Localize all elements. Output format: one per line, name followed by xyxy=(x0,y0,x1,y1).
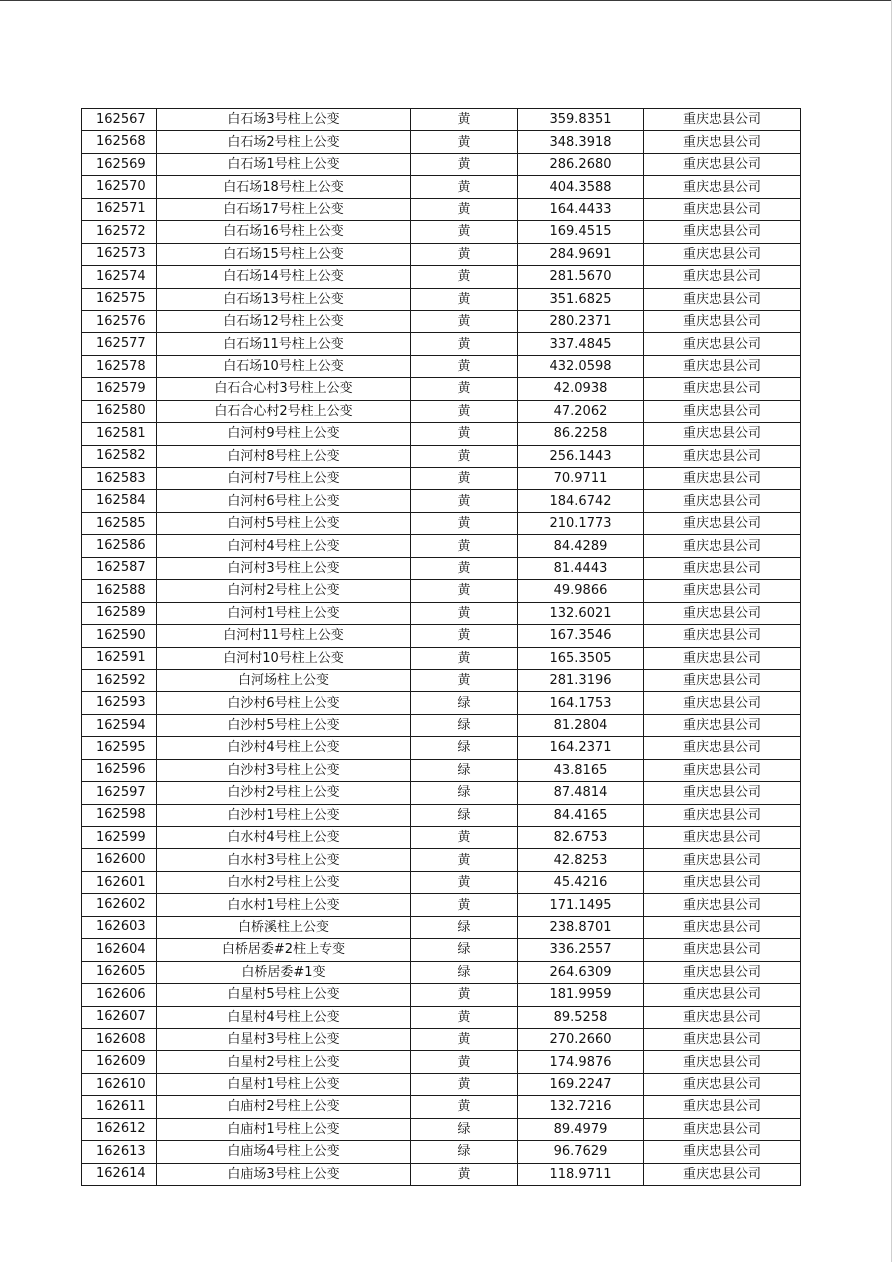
transformer-name-cell: 白沙村6号柱上公变 xyxy=(157,692,411,714)
status-color-cell: 黄 xyxy=(411,602,518,624)
status-color-cell: 黄 xyxy=(411,266,518,288)
status-color-cell: 黄 xyxy=(411,176,518,198)
row-id-cell: 162596 xyxy=(82,759,157,781)
status-color-cell: 黄 xyxy=(411,557,518,579)
company-cell: 重庆忠县公司 xyxy=(644,557,801,579)
row-id-cell: 162581 xyxy=(82,423,157,445)
status-color-cell: 黄 xyxy=(411,1006,518,1028)
company-cell: 重庆忠县公司 xyxy=(644,692,801,714)
table-body xyxy=(82,109,801,1186)
value-cell: 284.9691 xyxy=(518,243,644,265)
value-cell: 89.5258 xyxy=(518,1006,644,1028)
value-cell: 132.7216 xyxy=(518,1096,644,1118)
company-cell: 重庆忠县公司 xyxy=(644,1006,801,1028)
transformer-name-cell: 白桥居委#2柱上专变 xyxy=(157,939,411,961)
value-cell: 348.3918 xyxy=(518,131,644,153)
row-id-cell: 162589 xyxy=(82,602,157,624)
value-cell: 210.1773 xyxy=(518,512,644,534)
transformer-name-cell: 白沙村1号柱上公变 xyxy=(157,804,411,826)
table-row xyxy=(82,647,801,669)
table-row xyxy=(82,692,801,714)
company-cell: 重庆忠县公司 xyxy=(644,288,801,310)
transformer-name-cell: 白石场11号柱上公变 xyxy=(157,333,411,355)
table-row xyxy=(82,153,801,175)
transformer-name-cell: 白河村4号柱上公变 xyxy=(157,535,411,557)
table-row xyxy=(82,961,801,983)
table-row xyxy=(82,557,801,579)
company-cell: 重庆忠县公司 xyxy=(644,759,801,781)
table-row xyxy=(82,916,801,938)
value-cell: 174.9876 xyxy=(518,1051,644,1073)
row-id-cell: 162608 xyxy=(82,1028,157,1050)
value-cell: 286.2680 xyxy=(518,153,644,175)
table-row xyxy=(82,131,801,153)
table-row xyxy=(82,1073,801,1095)
company-cell: 重庆忠县公司 xyxy=(644,198,801,220)
status-color-cell: 黄 xyxy=(411,378,518,400)
value-cell: 184.6742 xyxy=(518,490,644,512)
company-cell: 重庆忠县公司 xyxy=(644,445,801,467)
transformer-name-cell: 白星村2号柱上公变 xyxy=(157,1051,411,1073)
table-row xyxy=(82,737,801,759)
value-cell: 86.2258 xyxy=(518,423,644,445)
row-id-cell: 162613 xyxy=(82,1141,157,1163)
transformer-name-cell: 白石场10号柱上公变 xyxy=(157,355,411,377)
table-row xyxy=(82,849,801,871)
company-cell: 重庆忠县公司 xyxy=(644,871,801,893)
transformer-name-cell: 白桥居委#1变 xyxy=(157,961,411,983)
value-cell: 165.3505 xyxy=(518,647,644,669)
status-color-cell: 黄 xyxy=(411,647,518,669)
transformer-name-cell: 白星村5号柱上公变 xyxy=(157,984,411,1006)
transformer-name-cell: 白石场1号柱上公变 xyxy=(157,153,411,175)
value-cell: 404.3588 xyxy=(518,176,644,198)
table-row xyxy=(82,602,801,624)
transformer-name-cell: 白星村1号柱上公变 xyxy=(157,1073,411,1095)
value-cell: 359.8351 xyxy=(518,109,644,131)
table-row xyxy=(82,221,801,243)
transformer-name-cell: 白河场柱上公变 xyxy=(157,669,411,691)
row-id-cell: 162572 xyxy=(82,221,157,243)
value-cell: 281.3196 xyxy=(518,669,644,691)
status-color-cell: 黄 xyxy=(411,580,518,602)
company-cell: 重庆忠县公司 xyxy=(644,1096,801,1118)
status-color-cell: 黄 xyxy=(411,625,518,647)
company-cell: 重庆忠县公司 xyxy=(644,625,801,647)
row-id-cell: 162600 xyxy=(82,849,157,871)
table-row xyxy=(82,1163,801,1185)
table-row xyxy=(82,288,801,310)
row-id-cell: 162571 xyxy=(82,198,157,220)
company-cell: 重庆忠县公司 xyxy=(644,1073,801,1095)
transformer-name-cell: 白石场18号柱上公变 xyxy=(157,176,411,198)
company-cell: 重庆忠县公司 xyxy=(644,243,801,265)
transformer-name-cell: 白石场12号柱上公变 xyxy=(157,310,411,332)
transformer-name-cell: 白沙村5号柱上公变 xyxy=(157,714,411,736)
status-color-cell: 黄 xyxy=(411,984,518,1006)
status-color-cell: 黄 xyxy=(411,1073,518,1095)
table-row xyxy=(82,714,801,736)
row-id-cell: 162609 xyxy=(82,1051,157,1073)
table-row xyxy=(82,355,801,377)
row-id-cell: 162606 xyxy=(82,984,157,1006)
table-row xyxy=(82,1051,801,1073)
status-color-cell: 绿 xyxy=(411,759,518,781)
company-cell: 重庆忠县公司 xyxy=(644,176,801,198)
status-color-cell: 黄 xyxy=(411,490,518,512)
company-cell: 重庆忠县公司 xyxy=(644,1118,801,1140)
company-cell: 重庆忠县公司 xyxy=(644,310,801,332)
table-row xyxy=(82,1028,801,1050)
table-row xyxy=(82,759,801,781)
company-cell: 重庆忠县公司 xyxy=(644,153,801,175)
status-color-cell: 黄 xyxy=(411,288,518,310)
value-cell: 280.2371 xyxy=(518,310,644,332)
company-cell: 重庆忠县公司 xyxy=(644,782,801,804)
value-cell: 256.1443 xyxy=(518,445,644,467)
table-row xyxy=(82,378,801,400)
company-cell: 重庆忠县公司 xyxy=(644,266,801,288)
value-cell: 49.9866 xyxy=(518,580,644,602)
transformer-name-cell: 白石场2号柱上公变 xyxy=(157,131,411,153)
status-color-cell: 黄 xyxy=(411,423,518,445)
row-id-cell: 162576 xyxy=(82,310,157,332)
row-id-cell: 162580 xyxy=(82,400,157,422)
status-color-cell: 黄 xyxy=(411,468,518,490)
value-cell: 432.0598 xyxy=(518,355,644,377)
status-color-cell: 黄 xyxy=(411,535,518,557)
row-id-cell: 162594 xyxy=(82,714,157,736)
company-cell: 重庆忠县公司 xyxy=(644,423,801,445)
value-cell: 42.0938 xyxy=(518,378,644,400)
table-row xyxy=(82,512,801,534)
table-row xyxy=(82,1006,801,1028)
company-cell: 重庆忠县公司 xyxy=(644,400,801,422)
row-id-cell: 162587 xyxy=(82,557,157,579)
transformer-name-cell: 白石场13号柱上公变 xyxy=(157,288,411,310)
table-row xyxy=(82,669,801,691)
value-cell: 96.7629 xyxy=(518,1141,644,1163)
status-color-cell: 黄 xyxy=(411,894,518,916)
value-cell: 132.6021 xyxy=(518,602,644,624)
value-cell: 171.1495 xyxy=(518,894,644,916)
status-color-cell: 黄 xyxy=(411,669,518,691)
row-id-cell: 162588 xyxy=(82,580,157,602)
status-color-cell: 黄 xyxy=(411,512,518,534)
value-cell: 70.9711 xyxy=(518,468,644,490)
table-row xyxy=(82,333,801,355)
transformer-name-cell: 白水村4号柱上公变 xyxy=(157,827,411,849)
value-cell: 181.9959 xyxy=(518,984,644,1006)
transformer-name-cell: 白河村9号柱上公变 xyxy=(157,423,411,445)
value-cell: 167.3546 xyxy=(518,625,644,647)
company-cell: 重庆忠县公司 xyxy=(644,333,801,355)
table-row xyxy=(82,827,801,849)
row-id-cell: 162575 xyxy=(82,288,157,310)
transformer-name-cell: 白沙村4号柱上公变 xyxy=(157,737,411,759)
status-color-cell: 黄 xyxy=(411,827,518,849)
row-id-cell: 162612 xyxy=(82,1118,157,1140)
value-cell: 238.8701 xyxy=(518,916,644,938)
value-cell: 164.4433 xyxy=(518,198,644,220)
transformer-name-cell: 白庙场3号柱上公变 xyxy=(157,1163,411,1185)
row-id-cell: 162570 xyxy=(82,176,157,198)
company-cell: 重庆忠县公司 xyxy=(644,512,801,534)
value-cell: 169.2247 xyxy=(518,1073,644,1095)
company-cell: 重庆忠县公司 xyxy=(644,221,801,243)
table-row xyxy=(82,894,801,916)
row-id-cell: 162568 xyxy=(82,131,157,153)
value-cell: 84.4165 xyxy=(518,804,644,826)
transformer-name-cell: 白河村6号柱上公变 xyxy=(157,490,411,512)
status-color-cell: 黄 xyxy=(411,333,518,355)
status-color-cell: 绿 xyxy=(411,692,518,714)
row-id-cell: 162582 xyxy=(82,445,157,467)
transformer-name-cell: 白河村8号柱上公变 xyxy=(157,445,411,467)
transformer-name-cell: 白河村2号柱上公变 xyxy=(157,580,411,602)
row-id-cell: 162604 xyxy=(82,939,157,961)
company-cell: 重庆忠县公司 xyxy=(644,894,801,916)
row-id-cell: 162569 xyxy=(82,153,157,175)
company-cell: 重庆忠县公司 xyxy=(644,1163,801,1185)
transformer-name-cell: 白庙村2号柱上公变 xyxy=(157,1096,411,1118)
transformer-name-cell: 白石合心村2号柱上公变 xyxy=(157,400,411,422)
status-color-cell: 绿 xyxy=(411,939,518,961)
value-cell: 264.6309 xyxy=(518,961,644,983)
company-cell: 重庆忠县公司 xyxy=(644,647,801,669)
transformer-name-cell: 白石场17号柱上公变 xyxy=(157,198,411,220)
table-row xyxy=(82,468,801,490)
row-id-cell: 162614 xyxy=(82,1163,157,1185)
company-cell: 重庆忠县公司 xyxy=(644,355,801,377)
row-id-cell: 162602 xyxy=(82,894,157,916)
status-color-cell: 绿 xyxy=(411,1141,518,1163)
transformer-name-cell: 白石场16号柱上公变 xyxy=(157,221,411,243)
data-table xyxy=(81,108,801,1186)
company-cell: 重庆忠县公司 xyxy=(644,1141,801,1163)
status-color-cell: 绿 xyxy=(411,804,518,826)
company-cell: 重庆忠县公司 xyxy=(644,961,801,983)
transformer-name-cell: 白河村5号柱上公变 xyxy=(157,512,411,534)
company-cell: 重庆忠县公司 xyxy=(644,1028,801,1050)
row-id-cell: 162598 xyxy=(82,804,157,826)
company-cell: 重庆忠县公司 xyxy=(644,804,801,826)
transformer-name-cell: 白沙村3号柱上公变 xyxy=(157,759,411,781)
row-id-cell: 162607 xyxy=(82,1006,157,1028)
status-color-cell: 黄 xyxy=(411,153,518,175)
row-id-cell: 162586 xyxy=(82,535,157,557)
value-cell: 84.4289 xyxy=(518,535,644,557)
company-cell: 重庆忠县公司 xyxy=(644,849,801,871)
company-cell: 重庆忠县公司 xyxy=(644,737,801,759)
transformer-name-cell: 白沙村2号柱上公变 xyxy=(157,782,411,804)
company-cell: 重庆忠县公司 xyxy=(644,602,801,624)
transformer-name-cell: 白河村11号柱上公变 xyxy=(157,625,411,647)
row-id-cell: 162601 xyxy=(82,871,157,893)
table-row xyxy=(82,445,801,467)
table-row xyxy=(82,423,801,445)
company-cell: 重庆忠县公司 xyxy=(644,490,801,512)
transformer-name-cell: 白桥溪柱上公变 xyxy=(157,916,411,938)
transformer-name-cell: 白水村1号柱上公变 xyxy=(157,894,411,916)
transformer-name-cell: 白河村7号柱上公变 xyxy=(157,468,411,490)
table-row xyxy=(82,310,801,332)
status-color-cell: 黄 xyxy=(411,243,518,265)
row-id-cell: 162584 xyxy=(82,490,157,512)
status-color-cell: 黄 xyxy=(411,871,518,893)
table-row xyxy=(82,109,801,131)
status-color-cell: 绿 xyxy=(411,737,518,759)
status-color-cell: 绿 xyxy=(411,782,518,804)
company-cell: 重庆忠县公司 xyxy=(644,468,801,490)
row-id-cell: 162605 xyxy=(82,961,157,983)
table-row xyxy=(82,490,801,512)
row-id-cell: 162592 xyxy=(82,669,157,691)
transformer-name-cell: 白河村1号柱上公变 xyxy=(157,602,411,624)
table-row xyxy=(82,176,801,198)
transformer-name-cell: 白庙场4号柱上公变 xyxy=(157,1141,411,1163)
table-row xyxy=(82,984,801,1006)
status-color-cell: 绿 xyxy=(411,714,518,736)
status-color-cell: 黄 xyxy=(411,221,518,243)
table-row xyxy=(82,580,801,602)
row-id-cell: 162583 xyxy=(82,468,157,490)
row-id-cell: 162578 xyxy=(82,355,157,377)
status-color-cell: 黄 xyxy=(411,310,518,332)
table-row xyxy=(82,1141,801,1163)
transformer-name-cell: 白星村4号柱上公变 xyxy=(157,1006,411,1028)
row-id-cell: 162567 xyxy=(82,109,157,131)
company-cell: 重庆忠县公司 xyxy=(644,131,801,153)
status-color-cell: 黄 xyxy=(411,1051,518,1073)
status-color-cell: 黄 xyxy=(411,445,518,467)
company-cell: 重庆忠县公司 xyxy=(644,109,801,131)
row-id-cell: 162591 xyxy=(82,647,157,669)
transformer-name-cell: 白星村3号柱上公变 xyxy=(157,1028,411,1050)
row-id-cell: 162574 xyxy=(82,266,157,288)
company-cell: 重庆忠县公司 xyxy=(644,916,801,938)
status-color-cell: 黄 xyxy=(411,1096,518,1118)
status-color-cell: 黄 xyxy=(411,355,518,377)
transformer-name-cell: 白石场15号柱上公变 xyxy=(157,243,411,265)
table-row xyxy=(82,243,801,265)
transformer-name-cell: 白庙村1号柱上公变 xyxy=(157,1118,411,1140)
status-color-cell: 绿 xyxy=(411,916,518,938)
value-cell: 336.2557 xyxy=(518,939,644,961)
row-id-cell: 162579 xyxy=(82,378,157,400)
table-row xyxy=(82,535,801,557)
value-cell: 164.1753 xyxy=(518,692,644,714)
company-cell: 重庆忠县公司 xyxy=(644,939,801,961)
value-cell: 45.4216 xyxy=(518,871,644,893)
row-id-cell: 162603 xyxy=(82,916,157,938)
transformer-name-cell: 白石场3号柱上公变 xyxy=(157,109,411,131)
company-cell: 重庆忠县公司 xyxy=(644,580,801,602)
company-cell: 重庆忠县公司 xyxy=(644,669,801,691)
table-row xyxy=(82,871,801,893)
value-cell: 47.2062 xyxy=(518,400,644,422)
company-cell: 重庆忠县公司 xyxy=(644,378,801,400)
status-color-cell: 黄 xyxy=(411,198,518,220)
status-color-cell: 黄 xyxy=(411,849,518,871)
table-row xyxy=(82,1096,801,1118)
status-color-cell: 黄 xyxy=(411,131,518,153)
status-color-cell: 黄 xyxy=(411,1163,518,1185)
transformer-name-cell: 白水村3号柱上公变 xyxy=(157,849,411,871)
status-color-cell: 绿 xyxy=(411,961,518,983)
company-cell: 重庆忠县公司 xyxy=(644,1051,801,1073)
row-id-cell: 162595 xyxy=(82,737,157,759)
table-row xyxy=(82,198,801,220)
table-row xyxy=(82,1118,801,1140)
company-cell: 重庆忠县公司 xyxy=(644,714,801,736)
row-id-cell: 162610 xyxy=(82,1073,157,1095)
value-cell: 89.4979 xyxy=(518,1118,644,1140)
table-row xyxy=(82,804,801,826)
row-id-cell: 162597 xyxy=(82,782,157,804)
value-cell: 81.2804 xyxy=(518,714,644,736)
transformer-name-cell: 白石场14号柱上公变 xyxy=(157,266,411,288)
company-cell: 重庆忠县公司 xyxy=(644,535,801,557)
transformer-name-cell: 白河村3号柱上公变 xyxy=(157,557,411,579)
row-id-cell: 162577 xyxy=(82,333,157,355)
table-row xyxy=(82,939,801,961)
transformer-name-cell: 白水村2号柱上公变 xyxy=(157,871,411,893)
status-color-cell: 黄 xyxy=(411,1028,518,1050)
table-row xyxy=(82,625,801,647)
table-row xyxy=(82,266,801,288)
value-cell: 281.5670 xyxy=(518,266,644,288)
row-id-cell: 162590 xyxy=(82,625,157,647)
status-color-cell: 黄 xyxy=(411,109,518,131)
transformer-name-cell: 白河村10号柱上公变 xyxy=(157,647,411,669)
value-cell: 82.6753 xyxy=(518,827,644,849)
table-row xyxy=(82,400,801,422)
company-cell: 重庆忠县公司 xyxy=(644,827,801,849)
value-cell: 164.2371 xyxy=(518,737,644,759)
row-id-cell: 162599 xyxy=(82,827,157,849)
status-color-cell: 绿 xyxy=(411,1118,518,1140)
value-cell: 81.4443 xyxy=(518,557,644,579)
row-id-cell: 162611 xyxy=(82,1096,157,1118)
value-cell: 87.4814 xyxy=(518,782,644,804)
value-cell: 337.4845 xyxy=(518,333,644,355)
value-cell: 118.9711 xyxy=(518,1163,644,1185)
value-cell: 351.6825 xyxy=(518,288,644,310)
value-cell: 270.2660 xyxy=(518,1028,644,1050)
status-color-cell: 黄 xyxy=(411,400,518,422)
row-id-cell: 162585 xyxy=(82,512,157,534)
page-top-border xyxy=(0,0,892,1)
transformer-name-cell: 白石合心村3号柱上公变 xyxy=(157,378,411,400)
value-cell: 169.4515 xyxy=(518,221,644,243)
company-cell: 重庆忠县公司 xyxy=(644,984,801,1006)
row-id-cell: 162573 xyxy=(82,243,157,265)
row-id-cell: 162593 xyxy=(82,692,157,714)
value-cell: 42.8253 xyxy=(518,849,644,871)
table-row xyxy=(82,782,801,804)
value-cell: 43.8165 xyxy=(518,759,644,781)
